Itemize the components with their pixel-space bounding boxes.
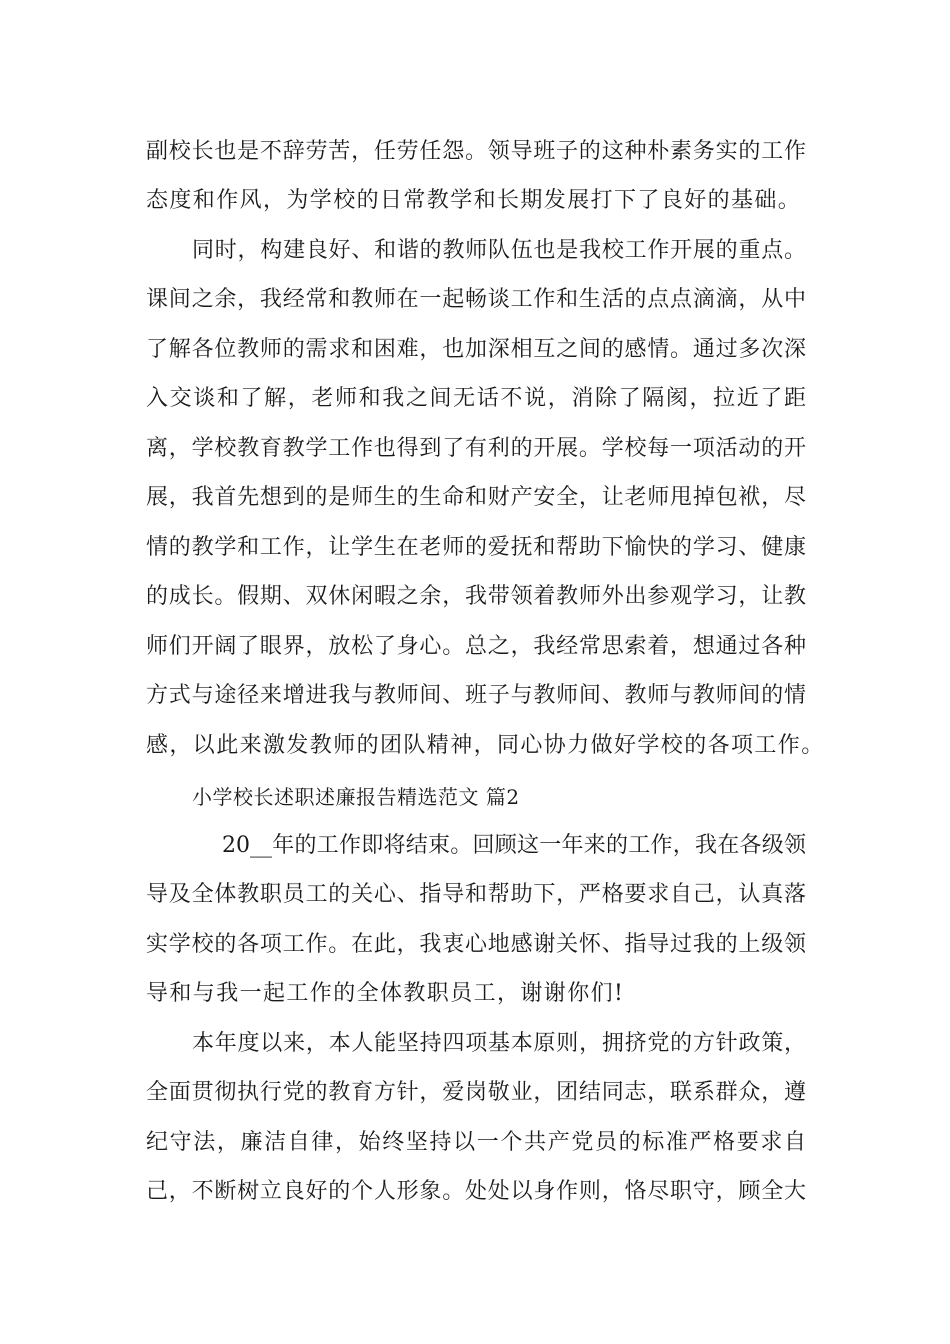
paragraph-line: 师们开阔了眼界，放松了身心。总之，我经常思索着，想通过各种 — [146, 634, 806, 659]
paragraph-line: 展，我首先想到的是师生的生命和财产安全，让老师甩掉包袱，尽 — [146, 485, 806, 510]
paragraph-line: 导和与我一起工作的全体教职员工，谢谢你们! — [146, 981, 625, 1006]
paragraph-line: 己，不断树立良好的个人形象。处处以身作则，恪尽职守，顾全大 — [146, 1179, 806, 1204]
paragraph-line: 情的教学和工作，让学生在老师的爱抚和帮助下愉快的学习、健康 — [146, 535, 806, 560]
paragraph-line: 的成长。假期、双休闲暇之余，我带领着教师外出参观学习，让教 — [146, 584, 806, 609]
paragraph-line: 同时，构建良好、和谐的教师队伍也是我校工作开展的重点。 — [192, 238, 806, 263]
paragraph-line: 态度和作风，为学校的日常教学和长期发展打下了良好的基础。 — [146, 188, 802, 213]
paragraph-line: 入交谈和了解，老师和我之间无话不说，消除了隔阂，拉近了距 — [146, 386, 806, 411]
paragraph-line: 副校长也是不辞劳苦，任劳任怨。领导班子的这种朴素务实的工作 — [146, 139, 806, 164]
paragraph-line: 20__年的工作即将结束。回顾这一年来的工作，我在各级领 — [222, 833, 806, 858]
paragraph-line: 离，学校教育教学工作也得到了有利的开展。学校每一项活动的开 — [146, 436, 806, 461]
paragraph-line: 感，以此来激发教师的团队精神，同心协力做好学校的各项工作。 — [146, 733, 825, 758]
section-heading: 小学校长述职述廉报告精选范文 篇2 — [192, 785, 520, 809]
paragraph-line: 课间之余，我经常和教师在一起畅谈工作和生活的点点滴滴，从中 — [146, 287, 806, 312]
paragraph-line: 纪守法，廉洁自律，始终坚持以一个共产党员的标准严格要求自 — [146, 1130, 806, 1155]
paragraph-line: 实学校的各项工作。在此，我衷心地感谢关怀、指导过我的上级领 — [146, 932, 806, 957]
paragraph-line: 了解各位教师的需求和困难，也加深相互之间的感情。通过多次深 — [146, 337, 806, 362]
paragraph-line: 导及全体教职员工的关心、指导和帮助下，严格要求自己，认真落 — [146, 882, 806, 907]
paragraph-line: 本年度以来，本人能坚持四项基本原则，拥挤党的方针政策， — [192, 1031, 806, 1056]
paragraph-line: 方式与途径来增进我与教师间、班子与教师间、教师与教师间的情 — [146, 683, 806, 708]
paragraph-line: 全面贯彻执行党的教育方针，爱岗敬业，团结同志，联系群众，遵 — [146, 1080, 806, 1105]
